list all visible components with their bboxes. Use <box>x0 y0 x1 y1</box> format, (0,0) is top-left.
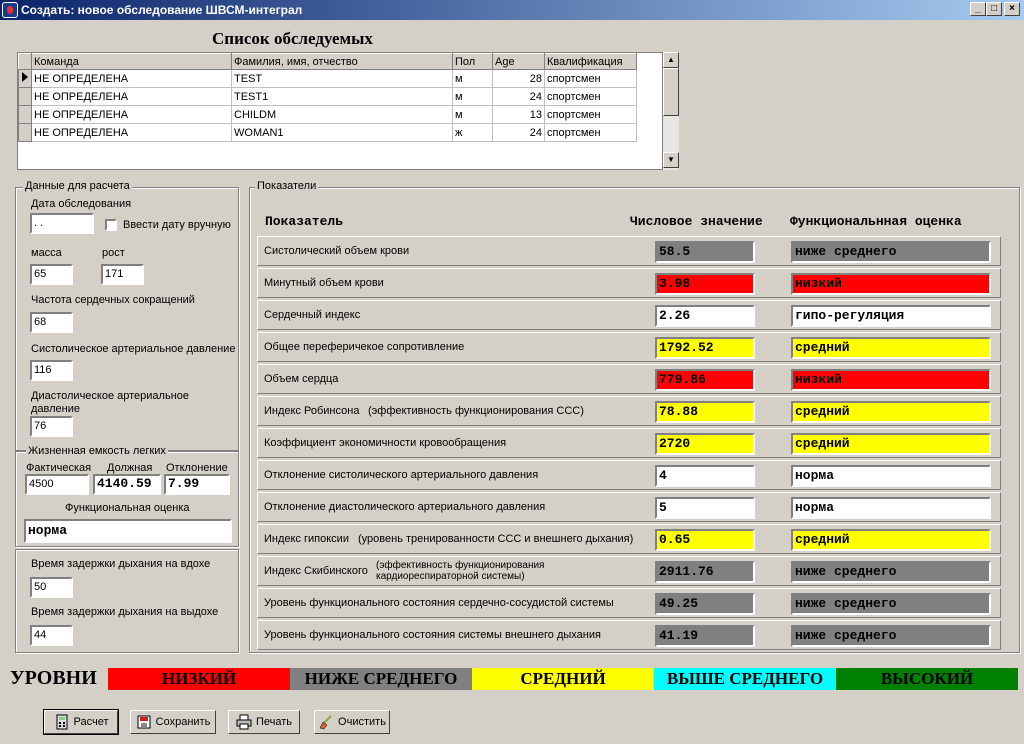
indicator-grade: ниже среднего <box>791 561 991 583</box>
indicator-name: Общее переферичекое сопротивление <box>264 341 465 353</box>
cell-age[interactable]: 24 <box>493 124 545 142</box>
indicator-name: Отклонение систолического артериального давления <box>264 469 539 481</box>
cell-name[interactable]: CHILDM <box>232 106 453 124</box>
indicator-row <box>257 524 1001 554</box>
indicator-name: Уровень функционального состояния системы внешнего дыхания <box>264 629 601 641</box>
save-icon <box>136 714 152 730</box>
indicator-grade: низкий <box>791 369 991 391</box>
save-button-label: Сохранить <box>155 716 211 728</box>
vital-actual-label: Фактическая <box>26 462 92 474</box>
inhale-field[interactable]: 50 <box>30 577 73 598</box>
indicator-grade: низкий <box>791 273 991 295</box>
indicator-row <box>257 236 1001 266</box>
hr-field[interactable]: 68 <box>30 312 73 333</box>
vital-due-field: 4140.59 <box>93 474 161 495</box>
indicator-note: (уровень тренированности ССС и внешнего дыхания) <box>358 533 634 545</box>
indicator-grade: ниже среднего <box>791 241 991 263</box>
indicator-row <box>257 364 1001 394</box>
indicator-value: 3.98 <box>655 273 755 295</box>
col-indicator-value: Числовое значение <box>630 214 763 229</box>
title-bar <box>0 0 1024 20</box>
indicator-value: 58.5 <box>655 241 755 263</box>
indicator-row <box>257 460 1001 490</box>
row-pointer-icon[interactable] <box>19 70 32 88</box>
inhale-label: Время задержки дыхания на вдохе <box>31 558 211 570</box>
cell-team[interactable]: НЕ ОПРЕДЕЛЕНА <box>32 88 232 106</box>
vital-dev-field: 7.99 <box>164 474 230 495</box>
cell-sex[interactable]: ж <box>453 124 493 142</box>
dbp-label: Диастолическое артериальное давление <box>31 390 190 415</box>
indicator-name: Коэффициент экономичности кровообращения <box>264 437 507 449</box>
indicator-grade: гипо-регуляция <box>791 305 991 327</box>
close-button[interactable]: × <box>1004 2 1020 16</box>
table-row[interactable] <box>19 88 637 106</box>
cell-sex[interactable]: м <box>453 70 493 88</box>
scroll-thumb[interactable] <box>663 68 679 116</box>
print-button-label: Печать <box>255 716 293 728</box>
indicator-name: Индекс Скибинского <box>264 565 368 577</box>
cell-age[interactable]: 13 <box>493 106 545 124</box>
cell-qualification[interactable]: спортсмен <box>545 70 637 88</box>
cell-team[interactable]: НЕ ОПРЕДЕЛЕНА <box>32 106 232 124</box>
indicator-grade: норма <box>791 465 991 487</box>
cell-sex[interactable]: м <box>453 106 493 124</box>
row-indicator[interactable] <box>19 88 32 106</box>
vital-dev-label: Отклонение <box>166 462 228 474</box>
grid-indicator-header <box>19 54 32 70</box>
indicator-grade: норма <box>791 497 991 519</box>
list-heading: Список обследуемых <box>212 29 373 48</box>
cell-team[interactable]: НЕ ОПРЕДЕЛЕНА <box>32 70 232 88</box>
window-title: Создать: новое обследование ШВСМ-интеграл <box>21 3 303 17</box>
maximize-button[interactable]: □ <box>986 2 1002 16</box>
indicator-row <box>257 396 1001 426</box>
height-field[interactable]: 171 <box>101 264 144 285</box>
indicator-value: 5 <box>655 497 755 519</box>
date-label: Дата обследования <box>31 198 132 210</box>
row-indicator[interactable] <box>19 106 32 124</box>
indicator-row <box>257 620 1001 650</box>
vital-func-field: норма <box>24 519 232 543</box>
indicator-name: Систолический объем крови <box>264 245 410 257</box>
indicator-name: Отклонение диастолического артериального давления <box>264 501 546 513</box>
col-indicator-grade: Функциональнная оценка <box>790 214 962 229</box>
table-row[interactable] <box>19 106 637 124</box>
indicator-name: Уровень функционального состояния сердечно-сосудистой системы <box>264 597 614 609</box>
col-header-team[interactable]: Команда <box>32 54 232 70</box>
table-row[interactable] <box>19 124 637 142</box>
cell-name[interactable]: WOMAN1 <box>232 124 453 142</box>
height-label: рост <box>102 247 125 259</box>
level-swatch: СРЕДНИЙ <box>472 668 654 690</box>
col-indicator-name: Показатель <box>265 214 344 229</box>
indicator-row <box>257 428 1001 458</box>
cell-qualification[interactable]: спортсмен <box>545 88 637 106</box>
print-button[interactable] <box>228 710 300 734</box>
exhale-field[interactable]: 44 <box>30 625 73 646</box>
calculator-icon <box>54 714 70 730</box>
mass-field[interactable]: 65 <box>30 264 73 285</box>
calc-button-label: Расчет <box>73 716 109 728</box>
indicator-value: 779.86 <box>655 369 755 391</box>
row-indicator[interactable] <box>19 124 32 142</box>
vital-group-label: Жизненная емкость легких <box>28 445 166 457</box>
calc-button[interactable] <box>44 710 118 734</box>
indicator-value: 1792.52 <box>655 337 755 359</box>
clear-button-label: Очистить <box>338 716 386 728</box>
cell-age[interactable]: 24 <box>493 88 545 106</box>
levels-label: УРОВНИ <box>10 667 97 689</box>
cell-qualification[interactable]: спортсмен <box>545 106 637 124</box>
cell-age[interactable]: 28 <box>493 70 545 88</box>
indicator-name: Минутный объем крови <box>264 277 384 289</box>
hr-label: Частота сердечных сокращений <box>31 294 195 306</box>
calc-group-label: Данные для расчета <box>25 180 130 192</box>
level-swatch: НИЗКИЙ <box>108 668 290 690</box>
print-icon <box>236 714 252 730</box>
indicator-value: 41.19 <box>655 625 755 647</box>
broom-icon <box>318 714 334 730</box>
indicator-name: Объем сердца <box>264 373 339 385</box>
sbp-field[interactable]: 116 <box>30 360 73 381</box>
col-header-sex[interactable]: Пол <box>453 54 493 70</box>
col-header-name[interactable]: Фамилия, имя, отчество <box>232 54 453 70</box>
indicator-grade: средний <box>791 433 991 455</box>
manual-date-label: Ввести дату вручную <box>123 219 231 231</box>
date-field[interactable]: . . <box>30 213 94 234</box>
indicator-value: 2.26 <box>655 305 755 327</box>
cell-name[interactable]: TEST1 <box>232 88 453 106</box>
indicators-group-label: Показатели <box>257 180 317 192</box>
indicator-value: 2911.76 <box>655 561 755 583</box>
subjects-grid[interactable] <box>17 52 663 170</box>
indicator-value: 2720 <box>655 433 755 455</box>
cell-name[interactable]: TEST <box>232 70 453 88</box>
indicator-grade: ниже среднего <box>791 593 991 615</box>
vital-func-label: Функциональная оценка <box>65 502 190 514</box>
indicator-value: 78.88 <box>655 401 755 423</box>
indicator-row <box>257 268 1001 298</box>
table-row[interactable] <box>19 70 637 88</box>
indicator-row <box>257 332 1001 362</box>
cell-sex[interactable]: м <box>453 88 493 106</box>
indicator-grade: средний <box>791 401 991 423</box>
cell-team[interactable]: НЕ ОПРЕДЕЛЕНА <box>32 124 232 142</box>
grid-scrollbar[interactable] <box>663 52 679 170</box>
vital-actual-field[interactable]: 4500 <box>25 474 89 495</box>
sbp-label: Систолическое артериальное давление <box>31 343 236 355</box>
level-swatch: ВЫШЕ СРЕДНЕГО <box>654 668 836 690</box>
col-header-qualification[interactable]: Квалификация <box>545 54 637 70</box>
clear-button[interactable] <box>314 710 390 734</box>
col-header-age[interactable]: Age <box>493 54 545 70</box>
minimize-button[interactable]: _ <box>970 2 986 16</box>
indicator-name: Индекс гипоксии <box>264 533 349 545</box>
level-swatch: ВЫСОКИЙ <box>836 668 1018 690</box>
vital-due-label: Должная <box>107 462 153 474</box>
app-icon <box>2 2 18 18</box>
scroll-up-icon[interactable]: ▲ <box>663 52 679 68</box>
indicator-name: Индекс Робинсона <box>264 405 360 417</box>
mass-label: масса <box>31 247 62 259</box>
indicator-name: Сердечный индекс <box>264 309 361 321</box>
indicator-row <box>257 300 1001 330</box>
indicator-note: (эффективность функционирования ССС) <box>368 405 584 417</box>
indicator-note: (эффективность функционирования кардиореспираторной системы) <box>376 560 545 582</box>
level-swatch: НИЖЕ СРЕДНЕГО <box>290 668 472 690</box>
indicator-row <box>257 492 1001 522</box>
indicator-grade: средний <box>791 529 991 551</box>
cell-qualification[interactable]: спортсмен <box>545 124 637 142</box>
indicator-value: 4 <box>655 465 755 487</box>
indicator-value: 0.65 <box>655 529 755 551</box>
indicator-value: 49.25 <box>655 593 755 615</box>
save-button[interactable] <box>130 710 216 734</box>
indicator-grade: ниже среднего <box>791 625 991 647</box>
indicator-row <box>257 556 1001 586</box>
indicator-grade: средний <box>791 337 991 359</box>
scroll-down-icon[interactable]: ▼ <box>663 152 679 168</box>
indicator-row <box>257 588 1001 618</box>
dbp-field[interactable]: 76 <box>30 416 73 437</box>
manual-date-checkbox[interactable] <box>105 219 117 231</box>
exhale-label: Время задержки дыхания на выдохе <box>31 606 219 618</box>
